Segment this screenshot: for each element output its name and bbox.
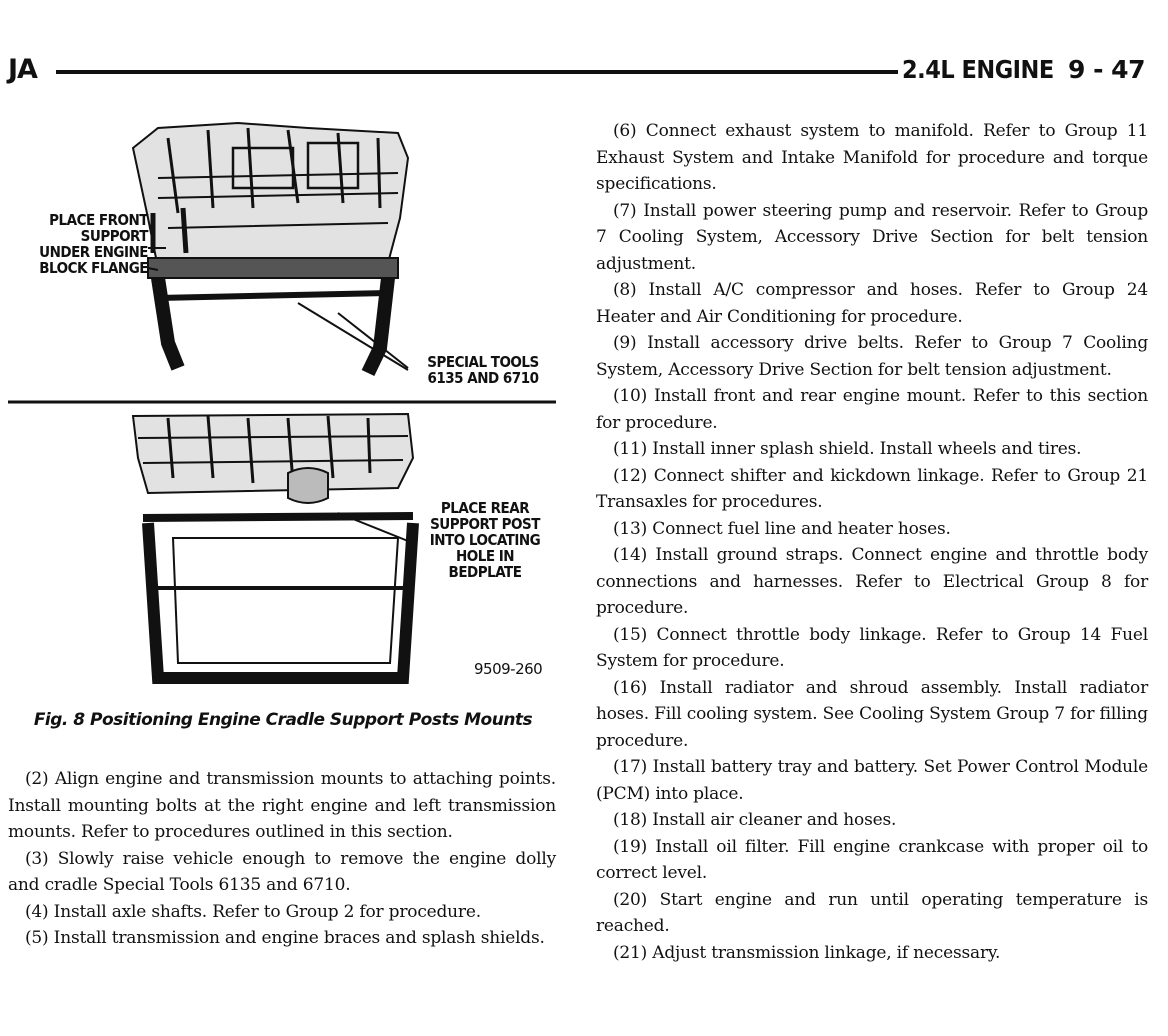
page-header [0,48,1168,88]
header-rule [56,70,898,74]
step-13: (13) Connect fuel line and heater hoses. [613,518,951,539]
manual-code: JA [8,54,37,85]
step-16: (16) Install radiator and shroud assembly. Install radiator hoses. Fill cooling system. See Cooling System Group 7 for filling procedure. [596,677,1148,751]
step-15: (15) Connect throttle body linkage. Refer to Group 14 Fuel System for procedure. [596,624,1148,671]
step-7: (7) Install power steering pump and reservoir. Refer to Group 7 Cooling System, Accessory Drive Section for belt tension adjustment. [596,200,1148,274]
step-21: (21) Adjust transmission linkage, if necessary. [613,942,1001,963]
step-2: (2) Align engine and transmission mounts to attaching points. Install mounting bolts at the right engine and left transmission mounts. Refer to procedures outlined in this section. [8,769,556,842]
step-20: (20) Start engine and run until operating temperature is reached. [596,889,1148,936]
step-9: (9) Install accessory drive belts. Refer to Group 7 Cooling System, Accessory Drive Section for belt tension adjustment. [596,333,1148,380]
figure-caption: Fig. 8 Positioning Engine Cradle Support Posts Mounts [33,710,533,730]
step-14: (14) Install ground straps. Connect engine and throttle body connections and harnesses. Refer to Electrical Group 8 for procedure. [596,545,1148,618]
callout-special-tools: SPECIAL TOOLS 6135 AND 6710 [427,353,539,387]
callout-rear-support: PLACE REAR SUPPORT POST INTO LOCATING HOLE IN BEDPLATE [429,499,541,581]
step-12: (12) Connect shifter and kickdown linkage. Refer to Group 21 Transaxles for procedures. [596,465,1148,512]
step-6: (6) Connect exhaust system to manifold. Refer to Group 11 Exhaust System and Intake Manifold for procedure and torque specifications. [596,121,1148,194]
right-column-text [596,118,1148,966]
callout-front-support: PLACE FRONT SUPPORT UNDER ENGINE BLOCK FLANGE [39,211,148,277]
figure-id: 9509-260 [474,660,543,678]
step-17: (17) Install battery tray and battery. Set Power Control Module (PCM) into place. [596,757,1148,804]
step-3: (3) Slowly raise vehicle enough to remove the engine dolly and cradle Special Tools 6135 and 6710. [8,848,556,895]
page-number: 9 - 47 [1068,55,1145,84]
step-10: (10) Install front and rear engine mount. Refer to this section for procedure. [596,386,1148,433]
step-19: (19) Install oil filter. Fill engine crankcase with proper oil to correct level. [596,836,1148,883]
step-18: (18) Install air cleaner and hoses. [613,810,897,830]
step-5: (5) Install transmission and engine braces and splash shields. [25,928,545,948]
figure-engine-cradle [8,118,556,693]
engine-cradle-illustration [8,118,556,693]
step-8: (8) Install A/C compressor and hoses. Refer to Group 24 Heater and Air Conditioning for procedure. [596,280,1148,327]
left-column-text [8,766,556,952]
step-4: (4) Install axle shafts. Refer to Group 2 for procedure. [25,901,481,922]
section-title: 2.4L ENGINE [902,55,1054,84]
step-11: (11) Install inner splash shield. Install wheels and tires. [613,439,1082,459]
